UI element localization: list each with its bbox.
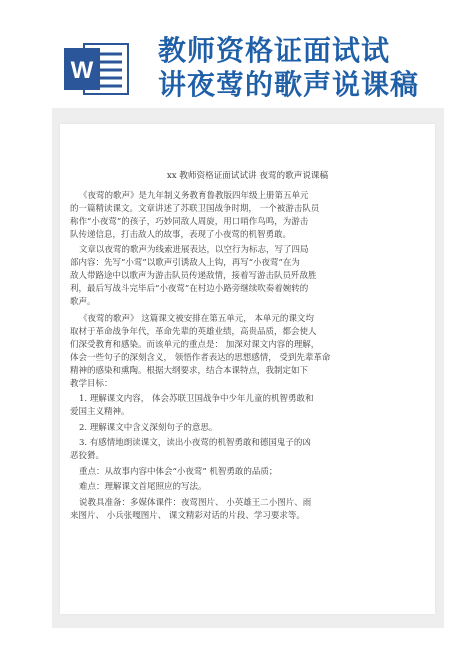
document-line: 的一篇精读课文。文章讲述了苏联卫国战争时期， 一个被游击队员 (70, 204, 320, 214)
document-line: 《夜莺的歌声》是九年制义务教育鲁教版四年级上册第五单元 (79, 191, 309, 201)
document-line: 说教具准备：多媒体课件：夜莺图片、 小英雄王二小图片、雨 (79, 498, 312, 508)
document-line: 《夜莺的歌声》 这篇课文被安排在第五单元， 本单元的课文均 (79, 314, 314, 324)
page-title-line: 讲夜莺的歌声说课稿 (158, 68, 420, 101)
document-line: 部内容：先写“小莺”以歌声引诱敌人上钩，再写“小夜莺”在为 (70, 258, 300, 268)
document-line: 2. 理解课文中含义深刻句子的意思。 (79, 423, 218, 433)
document-line: 体会一些句子的深刻含义， 领悟作者表达的思想感情， 受到先辈革命 (70, 353, 331, 363)
document-line: 队传递信息，打击敌人的故事，表现了小夜莺的机智勇敢。 (70, 230, 292, 240)
document-line: 恶狡猾。 (70, 451, 105, 461)
document-page (60, 124, 435, 614)
page-title (158, 34, 468, 102)
document-line: 爱国主义精神。 (70, 407, 130, 417)
document-line: 利，最后写战斗完毕后“小夜莺”在村边小路旁继续吹奏着婉转的 (70, 284, 309, 294)
document-title: xx 教师资格证面试试讲 夜莺的歌声说课稿 (166, 171, 329, 181)
document-line: 教学目标： (70, 379, 113, 389)
document-line: 重点：从故事内容中体会“小夜莺” 机智勇敢的品质； (79, 467, 278, 477)
page-title-line: 教师资格证面试试 (158, 34, 391, 67)
document-line: 来图片、 小兵张嘎图片、 课文精彩对话的片段、学习要求等。 (70, 511, 305, 521)
document-line: 难点：理解课文首尾照应的写法。 (79, 482, 207, 492)
document-line: 精神的感染和熏陶。根据大纲要求，结合本课特点，我制定如下 (70, 366, 309, 376)
document-line: 文章以夜莺的歌声为线索进展表达，以空行为标志，写了四局 (79, 245, 309, 255)
document-line: 1. 理解课文内容， 体会苏联卫国战争中少年儿童的机智勇敢和 (79, 394, 314, 404)
word-icon (62, 38, 132, 100)
document-line: 3. 有感情地朗读课文，读出小夜莺的机智勇敢和德国鬼子的凶 (79, 438, 311, 448)
document-line: 歌声。 (70, 297, 96, 307)
document-line: 们深受教育和感染。而该单元的重点是： 加深对课文内容的理解， (70, 340, 320, 350)
document-line: 取材于革命战争年代，革命先辈的英雄业绩，高贵品质，都会使人 (70, 327, 317, 337)
word-logo-letter: W (70, 57, 94, 84)
document-line: 敌人带路途中以歌声为游击队员传递敌情，接着写游击队员歼敌胜 (70, 271, 317, 281)
document-line: 称作“小夜莺”的孩子，巧妙同敌人周旋，用口哨作鸟鸣，为游击 (70, 217, 309, 227)
